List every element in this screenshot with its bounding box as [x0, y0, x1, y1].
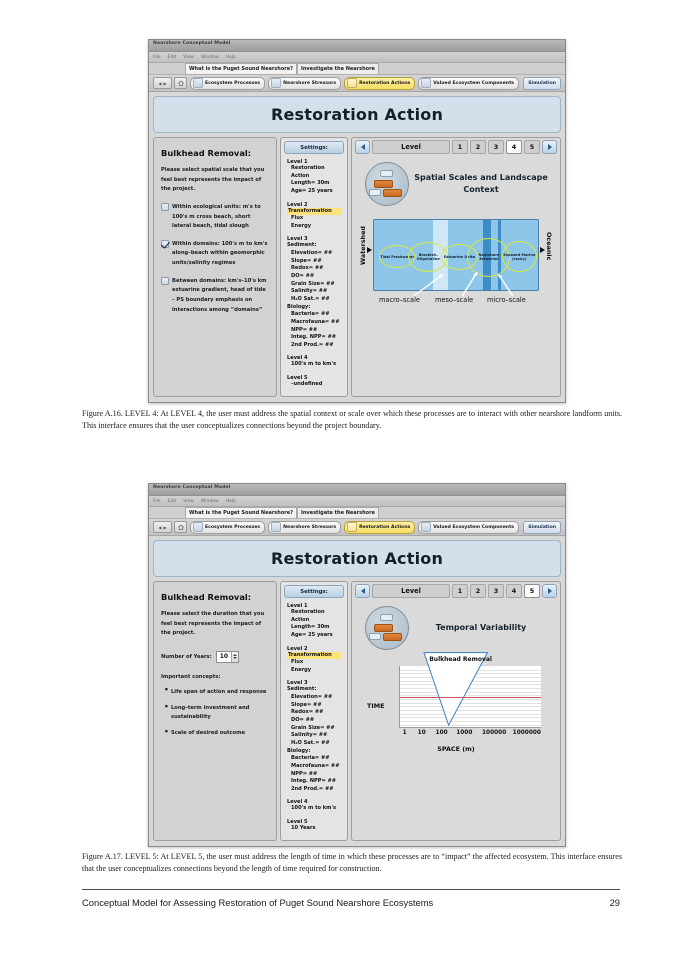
menu-item-window[interactable]: Window [200, 54, 219, 60]
settings-item: Redox= ## [291, 265, 324, 272]
app-window-figure2 [148, 483, 566, 847]
settings-item: Length= 30m [291, 624, 330, 631]
level-button-4[interactable]: 4 [506, 584, 522, 598]
conceptual-model-wheel-icon [359, 158, 411, 210]
tab-what-is-puget-sound-nearshore[interactable]: What is the Puget Sound Nearshore? [185, 507, 297, 518]
nav-group [153, 77, 187, 89]
settings-group-level4 [287, 799, 341, 813]
button-restoration-actions[interactable] [344, 521, 415, 534]
settings-level-title: Level 4 [287, 799, 308, 806]
number-of-years-row [161, 651, 269, 663]
question-panel [153, 581, 277, 841]
watershed-inflow-arrow [367, 247, 372, 253]
watershed-axis-label: Watershed [359, 226, 367, 265]
figure-caption-a16: Figure A.16. LEVEL 4: At LEVEL 4, the user must address the spatial context or scale over which these processes are to interact with other nearshore landform units. This interface ensures that the user conceptualizes connections beyond the project boundary. [82, 409, 622, 431]
window-title: Nearshore Conceptual Model [153, 41, 231, 46]
button-label: Restoration Actions [359, 80, 411, 86]
title-bar [149, 40, 565, 52]
ecosystem-processes-icon [193, 522, 203, 532]
prev-level-button[interactable] [355, 140, 370, 154]
page-banner [153, 540, 561, 577]
conceptual-model-wheel-icon [359, 602, 411, 654]
zone-tidal-freshwater: Tidal Freshwater [379, 245, 415, 268]
settings-level-title: Level 1 [287, 159, 308, 165]
button-label: Simulation [528, 80, 556, 86]
settings-item: NPP= ## [291, 326, 318, 333]
settings-body [284, 598, 344, 833]
button-valued-ecosystem-components[interactable] [418, 77, 519, 90]
question-panel [153, 137, 277, 397]
menu-item-window[interactable]: Window [200, 498, 219, 504]
settings-item: Integ. NPP= ## [291, 334, 337, 341]
level-button-4[interactable]: 4 [506, 140, 522, 154]
home-icon[interactable] [174, 77, 187, 89]
settings-level-title: Level 3 [287, 236, 308, 243]
panel-heading: Temporal Variability [435, 623, 527, 632]
page-number: 29 [609, 897, 620, 908]
checkbox-label: Within domains: 100's m to km's along–beach within geomorphic units/salinity regimes [172, 240, 268, 266]
level-selector [355, 141, 557, 153]
settings-item-highlighted: Transformation [287, 208, 341, 216]
menu-item-file[interactable]: File [153, 498, 161, 504]
menu-bar [149, 496, 565, 507]
settings-item: 100's m to km's [291, 361, 337, 368]
settings-item: Salinity= ## [291, 732, 328, 739]
menu-item-file[interactable]: File [153, 54, 161, 60]
menu-item-help[interactable]: Help [225, 498, 236, 504]
button-restoration-actions[interactable] [344, 77, 415, 90]
landscape-context-diagram [359, 216, 553, 308]
meso-scale-label: meso–scale [435, 296, 474, 304]
tab-investigate-the-nearshore[interactable]: Investigate the Nearshore [297, 507, 379, 518]
settings-item: Elevation= ## [291, 250, 333, 257]
settings-level-title: Level 3 [287, 680, 308, 687]
level-button-1[interactable]: 1 [452, 140, 468, 154]
panel-header-row [355, 158, 557, 210]
x-tick: 100000 [482, 730, 507, 736]
settings-item: –undefined [291, 381, 323, 388]
settings-item: DO= ## [291, 273, 315, 280]
settings-group-level4 [287, 355, 341, 369]
concepts-list [165, 688, 269, 738]
settings-item: Redox= ## [291, 709, 324, 716]
settings-group-level3 [287, 236, 341, 349]
level-label: Level [372, 140, 450, 154]
menu-item-help[interactable]: Help [225, 54, 236, 60]
list-item: ● Life span of action and response [165, 688, 269, 697]
back-icon[interactable]: ◀ [158, 80, 162, 86]
list-item: ● Scale of desired outcome [165, 729, 269, 738]
zone-exposed-marine-rocky: Exposed Marine (rocky) [502, 241, 537, 272]
menu-item-view[interactable]: View [183, 54, 194, 60]
level-button-5[interactable]: 5 [524, 584, 540, 598]
page-title: Restoration Action [270, 105, 444, 124]
settings-item: Slope= ## [291, 701, 322, 708]
settings-group-level2 [287, 202, 341, 231]
page-tab-strip [149, 507, 565, 519]
macro-scale-label: macro–scale [379, 296, 420, 304]
number-of-years-label: Number of Years: [161, 653, 212, 660]
page-banner [153, 96, 561, 133]
settings-level-title: Level 4 [287, 355, 308, 362]
content-area [149, 581, 565, 846]
settings-item: Macrofauna= ## [291, 762, 340, 769]
zone-estuarine-delta: Estuarine Delta [441, 244, 477, 270]
settings-item: 2nd Prod.= ## [291, 341, 334, 348]
x-tick: 1 [402, 730, 407, 736]
footer-text: Conceptual Model for Assessing Restoration of Puget Sound Nearshore Ecosystems [82, 897, 434, 908]
settings-group-level3 [287, 680, 341, 793]
settings-subgroup-sediment: Sediment: [287, 242, 317, 249]
level-button-3[interactable]: 3 [488, 140, 504, 154]
settings-subgroup-biology: Biology: [287, 747, 311, 754]
next-level-button[interactable] [542, 140, 557, 154]
time-reference-line [400, 697, 541, 698]
content-area [149, 137, 565, 402]
settings-item: Bacteria= ## [291, 755, 330, 762]
panel-heading: Spatial Scales and Landscape Context [414, 173, 548, 194]
menu-item-edit[interactable]: Edit [167, 54, 177, 60]
important-concepts-label: Important concepts: [161, 673, 221, 680]
chart-annotation-bulkhead-removal: Bulkhead Removal [429, 656, 492, 663]
checkbox-label: Within ecological units: m's to 100's m cross beach, short lateral beach, tidal slough [172, 203, 261, 230]
x-tick: 100 [435, 730, 448, 736]
settings-item: Energy [291, 666, 312, 673]
panel-title: Bulkhead Removal: [161, 592, 252, 602]
forward-icon[interactable]: ▶ [163, 524, 167, 530]
button-label: Ecosystem Processes [205, 524, 261, 530]
settings-level-title: Level 2 [287, 645, 308, 652]
button-valued-ecosystem-components[interactable] [418, 521, 519, 534]
back-forward-buttons[interactable] [153, 77, 172, 89]
page-title: Restoration Action [270, 549, 444, 568]
visualization-panel [351, 137, 561, 397]
settings-item: Integ. NPP= ## [291, 778, 337, 785]
checkbox-label: Between domains: km's–10's km estuarine gradient, head of tide – PS boundary emphasis on interactions among “domains” [172, 277, 267, 313]
settings-item: 10 Years [291, 825, 316, 832]
button-nearshore-stressors[interactable] [268, 77, 341, 90]
settings-group-level5 [287, 819, 341, 833]
chart-xlabel: SPACE (m) [437, 745, 475, 753]
number-of-years-value[interactable]: 10 [219, 653, 229, 661]
level-label: Level [372, 584, 450, 598]
button-label: Valued Ecosystem Components [433, 80, 515, 86]
zone-brackish-oligohaline: Brackish– Oligohaline [408, 242, 448, 272]
settings-item: Elevation= ## [291, 694, 333, 701]
ecosystem-processes-icon [193, 78, 203, 88]
level-button-5[interactable]: 5 [524, 140, 540, 154]
settings-item: Slope= ## [291, 257, 322, 264]
settings-item: Length= 30m [291, 180, 330, 187]
diagram-stage [373, 219, 539, 291]
settings-item: Age= 25 years [291, 631, 333, 638]
number-of-years-stepper[interactable] [216, 651, 239, 663]
settings-item: H₂O Sat.= ## [291, 295, 330, 302]
settings-item: 100's m to km's [291, 805, 337, 812]
chart-ylabel: TIME [367, 702, 385, 710]
button-label: Nearshore Stressors [283, 524, 337, 530]
window-title: Nearshore Conceptual Model [153, 485, 231, 490]
level-selector [355, 585, 557, 597]
micro-scale-label: micro–scale [487, 296, 526, 304]
panel-title: Bulkhead Removal: [161, 148, 252, 158]
x-tick: 1000 [456, 730, 473, 736]
title-bar [149, 484, 565, 496]
menu-item-edit[interactable]: Edit [167, 498, 177, 504]
button-label: Ecosystem Processes [205, 80, 261, 86]
button-nearshore-stressors[interactable] [268, 521, 341, 534]
app-window-figure1 [148, 39, 566, 403]
tab-investigate-the-nearshore[interactable]: Investigate the Nearshore [297, 63, 379, 74]
settings-item: Restoration Action [291, 165, 325, 179]
settings-item-highlighted: Transformation [287, 652, 341, 660]
stepper-arrows-icon[interactable] [231, 652, 238, 662]
page-tab-strip [149, 63, 565, 75]
figure-caption-a17: Figure A.17. LEVEL 5: At LEVEL 5, the user must address the length of time in which these processes are to “impact” the affected ecosystem. This interface ensures that the user conceptualizes connections beyond the length of time required for construction. [82, 852, 622, 874]
panel-header-row [355, 602, 557, 654]
settings-level-title: Level 5 [287, 819, 308, 826]
valued-ecosystem-components-icon [421, 522, 431, 532]
visualization-panel [351, 581, 561, 841]
settings-item: Bacteria= ## [291, 311, 330, 318]
footer-divider [82, 889, 620, 890]
button-label: Simulation [528, 524, 556, 530]
button-simulation[interactable] [523, 77, 561, 90]
chart-x-tick-labels [399, 730, 541, 740]
menu-item-view[interactable]: View [183, 498, 194, 504]
menu-bar [149, 52, 565, 63]
restoration-actions-icon [347, 78, 357, 88]
tab-what-is-puget-sound-nearshore[interactable]: What is the Puget Sound Nearshore? [185, 63, 297, 74]
settings-header-label: Settings: [300, 144, 328, 151]
x-tick: 1000000 [512, 730, 541, 736]
settings-group-level5 [287, 375, 341, 389]
settings-item: Macrofauna= ## [291, 318, 340, 325]
checkbox-row-within-ecological-units[interactable] [161, 203, 269, 232]
checkbox-icon[interactable] [161, 203, 169, 211]
settings-header [284, 141, 344, 154]
level-button-3[interactable]: 3 [488, 584, 504, 598]
settings-item: 2nd Prod.= ## [291, 785, 334, 792]
page-footer [82, 897, 620, 908]
settings-subgroup-biology: Biology: [287, 303, 311, 310]
button-label: Nearshore Stressors [283, 80, 337, 86]
settings-header-label: Settings: [300, 588, 328, 595]
settings-body [284, 154, 344, 389]
settings-panel [280, 581, 348, 841]
settings-header [284, 585, 344, 598]
oceanic-axis-label: Oceanic [545, 232, 553, 261]
checkbox-icon[interactable] [161, 277, 169, 285]
level-button-1[interactable]: 1 [452, 584, 468, 598]
home-icon[interactable] [174, 521, 187, 533]
panel-instructions: Please select spatial scale that you feel best represents the impact of the project. [161, 167, 265, 193]
button-ecosystem-processes[interactable] [190, 521, 265, 534]
panel-instructions: Please select the duration that you feel best represents the impact of the project. [161, 611, 265, 637]
list-item: ● Long–term investment and sustainability [165, 704, 269, 722]
settings-group-level2 [287, 646, 341, 675]
valued-ecosystem-components-icon [421, 78, 431, 88]
button-ecosystem-processes[interactable] [190, 77, 265, 90]
settings-group-level1 [287, 603, 341, 640]
settings-item: Energy [291, 222, 312, 229]
checkbox-icon-checked[interactable] [161, 240, 169, 248]
settings-item: Restoration Action [291, 609, 325, 623]
settings-level-title: Level 1 [287, 603, 308, 609]
level-button-2[interactable]: 2 [470, 584, 486, 598]
toolbar [149, 519, 565, 536]
settings-item: Age= 25 years [291, 187, 333, 194]
checkbox-row-between-domains[interactable] [161, 277, 269, 316]
nav-group [153, 521, 187, 533]
next-level-button[interactable] [542, 584, 557, 598]
settings-item: Flux [291, 659, 304, 666]
settings-panel [280, 137, 348, 397]
nearshore-stressors-icon [271, 78, 281, 88]
level-button-2[interactable]: 2 [470, 140, 486, 154]
chart-plot-area [399, 656, 541, 728]
button-label: Restoration Actions [359, 524, 411, 530]
settings-subgroup-sediment: Sediment: [287, 686, 317, 693]
settings-item: Flux [291, 215, 304, 222]
settings-item: H₂O Sat.= ## [291, 739, 330, 746]
toolbar [149, 75, 565, 92]
restoration-actions-icon [347, 522, 357, 532]
settings-item: Salinity= ## [291, 288, 328, 295]
settings-level-title: Level 5 [287, 375, 308, 382]
button-label: Valued Ecosystem Components [433, 524, 515, 530]
zone-nearshore-estuarine: Nearshore Estuarine [467, 238, 510, 277]
back-icon[interactable]: ◀ [158, 524, 162, 530]
oceanic-outflow-arrow [540, 247, 545, 253]
forward-icon[interactable]: ▶ [163, 80, 167, 86]
button-simulation[interactable] [523, 521, 561, 534]
settings-item: DO= ## [291, 717, 315, 724]
time-space-chart [359, 658, 553, 754]
settings-item: NPP= ## [291, 770, 318, 777]
settings-item: Grain Size= ## [291, 280, 335, 287]
nearshore-stressors-icon [271, 522, 281, 532]
x-tick: 10 [417, 730, 426, 736]
prev-level-button[interactable] [355, 584, 370, 598]
checkbox-row-within-domains[interactable] [161, 240, 269, 269]
settings-level-title: Level 2 [287, 201, 308, 208]
settings-item: Grain Size= ## [291, 724, 335, 731]
settings-group-level1 [287, 159, 341, 196]
back-forward-buttons[interactable] [153, 521, 172, 533]
